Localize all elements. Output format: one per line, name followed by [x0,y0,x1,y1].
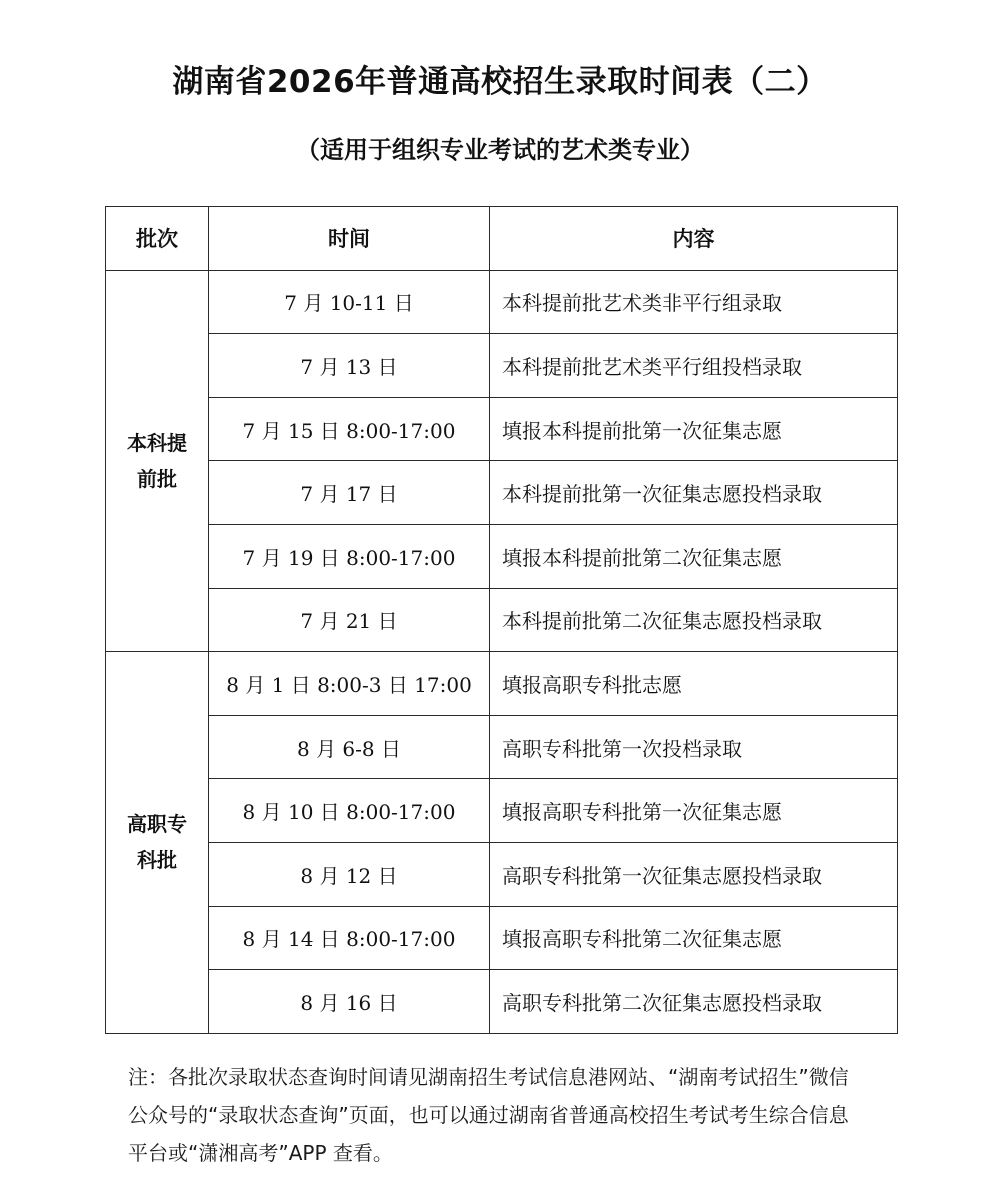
header-time: 时间 [209,207,490,271]
content-cell: 填报本科提前批第一次征集志愿 [490,397,898,461]
content-cell: 填报高职专科批志愿 [490,652,898,716]
time-cell: 7 月 17 日 [209,461,490,525]
table-row [106,270,898,334]
table-row [106,588,898,652]
content-cell: 本科提前批第一次征集志愿投档录取 [490,461,898,525]
content-cell: 高职专科批第二次征集志愿投档录取 [490,970,898,1034]
table-row [106,334,898,398]
batch-cell-vocational: 高职专科批 [106,652,209,1034]
content-cell: 填报高职专科批第二次征集志愿 [490,906,898,970]
time-cell: 8 月 6-8 日 [209,715,490,779]
time-cell: 7 月 10-11 日 [209,270,490,334]
header-content: 内容 [490,207,898,271]
admission-schedule-table [105,206,898,1034]
batch-cell-undergraduate-early: 本科提前批 [106,270,209,652]
time-cell: 8 月 14 日 8:00-17:00 [209,906,490,970]
table-row [106,397,898,461]
table-row [106,524,898,588]
time-cell: 7 月 21 日 [209,588,490,652]
time-cell: 8 月 16 日 [209,970,490,1034]
table-row [106,970,898,1034]
content-cell: 本科提前批艺术类平行组投档录取 [490,334,898,398]
table-row [106,715,898,779]
time-cell: 8 月 12 日 [209,842,490,906]
page-title: 湖南省2026年普通高校招生录取时间表（二） [172,64,828,100]
page-subtitle: （适用于组织专业考试的艺术类专业） [296,136,704,164]
footnote: 注：各批次录取状态查询时间请见湖南招生考试信息港网站、“湖南考试招生”微信公众号的“录取状态查询”页面，也可以通过湖南省普通高校招生考试考生综合信息平台或“潇湘高考”APP 查看。 [128,1065,849,1165]
table-row [106,652,898,716]
table-row [106,461,898,525]
time-cell: 8 月 1 日 8:00-3 日 17:00 [209,652,490,716]
time-cell: 7 月 15 日 8:00-17:00 [209,397,490,461]
content-cell: 本科提前批艺术类非平行组录取 [490,270,898,334]
content-cell: 高职专科批第一次征集志愿投档录取 [490,842,898,906]
table-row [106,906,898,970]
content-cell: 填报本科提前批第二次征集志愿 [490,524,898,588]
time-cell: 7 月 13 日 [209,334,490,398]
table-header-row [106,207,898,271]
time-cell: 7 月 19 日 8:00-17:00 [209,524,490,588]
content-cell: 填报高职专科批第一次征集志愿 [490,779,898,843]
content-cell: 本科提前批第二次征集志愿投档录取 [490,588,898,652]
time-cell: 8 月 10 日 8:00-17:00 [209,779,490,843]
header-batch: 批次 [106,207,209,271]
content-cell: 高职专科批第一次投档录取 [490,715,898,779]
table-row [106,842,898,906]
table-row [106,779,898,843]
